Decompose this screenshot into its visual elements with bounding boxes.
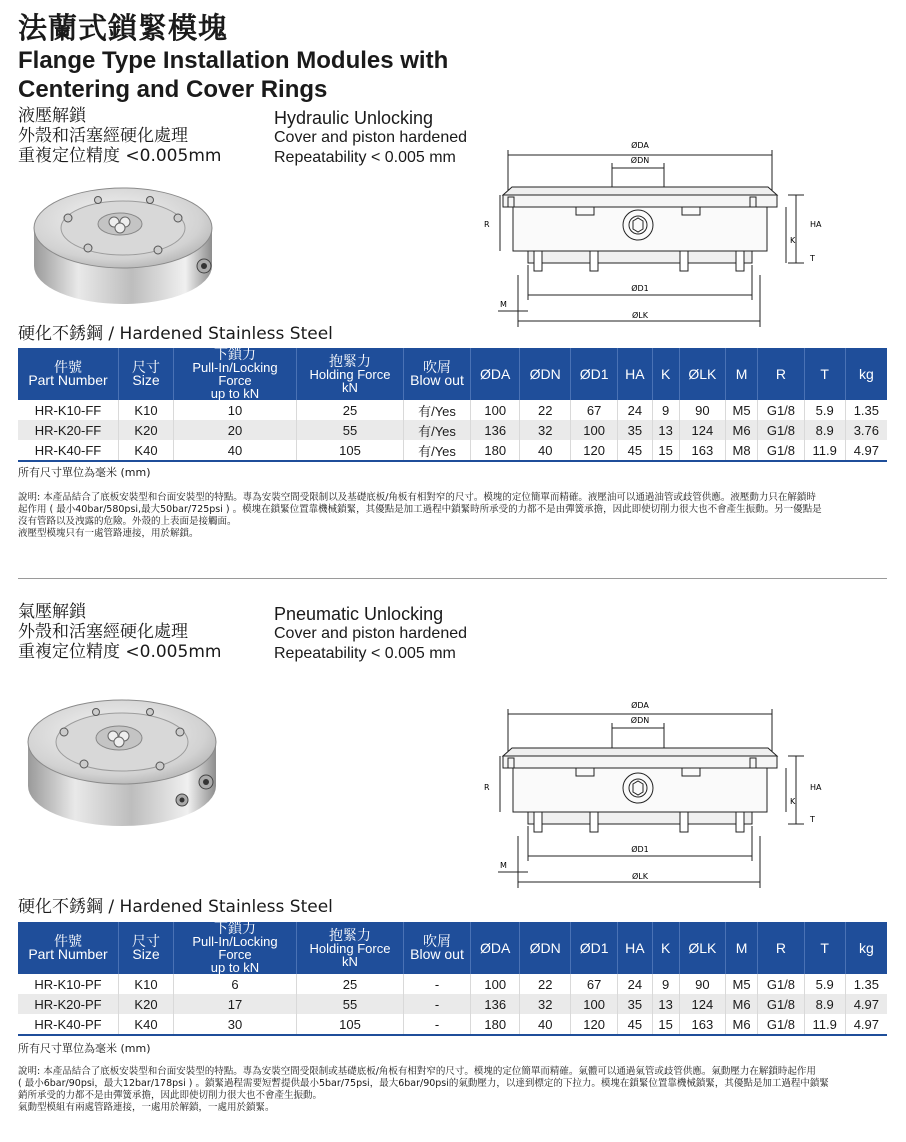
hydraulic-description: [18, 492, 888, 540]
table-cell: 35: [618, 994, 652, 1014]
table-cell: 55: [297, 994, 404, 1014]
table-cell: 10: [174, 400, 297, 420]
table-cell: 40: [520, 1014, 571, 1035]
pneumatic-line2-zh: 重複定位精度 <0.005mm: [18, 642, 222, 662]
table-cell: 15: [652, 440, 679, 461]
table-cell: 163: [679, 440, 725, 461]
pneumatic-intro-en: [274, 604, 467, 664]
drawing-label-m: M: [500, 300, 507, 309]
col-hold: 抱緊力 Holding Force kN: [297, 348, 404, 400]
table-row: [18, 420, 887, 440]
table-cell: 11.9: [804, 440, 845, 461]
col-pull: 下鎖力 Pull-In/Locking Force up to kN: [174, 922, 297, 974]
pneumatic-technical-drawing: [470, 702, 830, 902]
drawing2-label-m: M: [500, 861, 507, 870]
table-cell: M5: [725, 974, 757, 994]
table-cell: 9: [652, 974, 679, 994]
table-cell: 6: [174, 974, 297, 994]
pneumatic-spec-table: [18, 922, 887, 1036]
pneumatic-line1-en: Cover and piston hardened: [274, 625, 468, 642]
hydraulic-material: 硬化不銹鋼 / Hardened Stainless Steel: [18, 324, 333, 344]
drawing2-label-da: ØDA: [631, 702, 649, 710]
table-cell: 180: [471, 440, 520, 461]
table-row: [18, 1014, 887, 1035]
table-cell: 24: [618, 400, 652, 420]
table-cell: HR-K20-FF: [18, 420, 119, 440]
table-cell: 1.35: [853, 976, 880, 992]
table-cell: 1.35: [853, 402, 880, 418]
hydraulic-desc-line4: 液壓型模塊只有一處管路連接，用於解鎖。: [18, 528, 199, 539]
table-cell: -: [404, 974, 471, 994]
table-cell: HR-K40-PF: [18, 1014, 119, 1035]
table-cell: 100: [471, 974, 520, 994]
table-cell: 32: [520, 994, 571, 1014]
table-cell: 67: [571, 974, 618, 994]
table-cell: K40: [119, 1014, 174, 1035]
table-cell: 8.9: [804, 420, 845, 440]
table-cell: M6: [725, 420, 757, 440]
table-row: [18, 400, 887, 420]
title-en-line1: Flange Type Installation Modules with: [18, 47, 449, 74]
drawing2-label-d1: ØD1: [631, 845, 649, 854]
table-cell: 11.9: [804, 1014, 845, 1035]
page-title-zh: 法蘭式鎖緊模塊: [18, 11, 229, 45]
table-cell: 180: [471, 1014, 520, 1035]
table-cell: 9: [652, 400, 679, 420]
col-blow: 吹屑 Blow out: [404, 348, 471, 400]
pneumatic-table-body: [18, 974, 887, 1035]
col-m: M: [725, 348, 757, 400]
hydraulic-desc-line1: 說明: 本產品結合了底板安裝型和台面安裝型的特點。專為安裝空間受限制以及基礎底板/角板有相對窄的尺寸。模塊的定位簡單而精確。液壓油可以通過油管或歧管供應。液壓動力只在解鎖時: [18, 492, 816, 503]
table-cell: HR-K20-PF: [18, 994, 119, 1014]
pneumatic-material: 硬化不銹鋼 / Hardened Stainless Steel: [18, 897, 333, 917]
table-cell: 90: [679, 400, 725, 420]
table-cell: 100: [571, 994, 618, 1014]
drawing2-label-lk: ØLK: [632, 872, 648, 881]
table-cell: 55: [297, 420, 404, 440]
table-cell: -: [404, 1014, 471, 1035]
hydraulic-intro-zh: [18, 106, 221, 166]
pneumatic-intro-zh: [18, 602, 221, 662]
table-cell: 90: [679, 974, 725, 994]
col-size: 尺寸 Size: [119, 922, 174, 974]
drawing2-label-k: K: [790, 797, 796, 806]
drawing-label-dn: ØDN: [630, 156, 650, 165]
table-cell: 40: [520, 440, 571, 461]
table-cell: 30: [174, 1014, 297, 1035]
col-da: ØDA: [471, 348, 520, 400]
table-cell: 163: [679, 1014, 725, 1035]
table-cell: 25: [297, 974, 404, 994]
table-cell: K20: [119, 420, 174, 440]
table-cell: HR-K40-FF: [18, 440, 119, 461]
table-cell: 124: [679, 994, 725, 1014]
drawing-label-da: ØDA: [631, 141, 649, 150]
table-cell: HR-K10-PF: [18, 974, 119, 994]
table-cell: 有/Yes: [404, 400, 471, 420]
table-cell: 17: [174, 994, 297, 1014]
table-row: [18, 440, 887, 461]
section-divider: [18, 578, 887, 579]
table-cell: 67: [571, 400, 618, 420]
pneumatic-desc-line3: 銷所承受的力都不是由彈簧承擔，因此即使切削力很大也不會產生振動。: [18, 1090, 323, 1101]
table-cell: 13: [652, 994, 679, 1014]
col-t: T: [804, 922, 845, 974]
col-lk: ØLK: [679, 922, 725, 974]
drawing2-label-r: R: [484, 783, 490, 792]
table-cell: 24: [618, 974, 652, 994]
hydraulic-title-zh: 液壓解鎖: [18, 106, 86, 126]
drawing2-label-dn: ØDN: [630, 716, 650, 725]
col-r: R: [758, 922, 804, 974]
col-hold: 抱緊力 Holding Force kN: [297, 922, 404, 974]
table-cell: 120: [571, 440, 618, 461]
table-cell: M6: [725, 1014, 757, 1035]
pneumatic-description: [18, 1066, 888, 1114]
drawing-label-ha: HA: [810, 220, 822, 229]
table-row: [18, 994, 887, 1014]
table-cell: HR-K10-FF: [18, 400, 119, 420]
col-da: ØDA: [471, 922, 520, 974]
pneumatic-desc-line4: 氣動型模組有兩處管路連接，一處用於解鎖，一處用於鎖緊。: [18, 1102, 275, 1113]
table-cell: 100: [471, 400, 520, 420]
table-cell: G1/8: [758, 1014, 804, 1035]
hydraulic-line1-en: Cover and piston hardened: [274, 129, 468, 146]
table-cell: 25: [297, 400, 404, 420]
hydraulic-desc-line3: 沒有管路以及洩露的危險。外殼的上表面是接觸面。: [18, 516, 237, 527]
col-pull: 下鎖力 Pull-In/Locking Force up to kN: [174, 348, 297, 400]
table-cell: 5.9: [804, 974, 845, 994]
hydraulic-unit-note: 所有尺寸單位為毫米 (mm): [18, 466, 151, 479]
table-cell: 124: [679, 420, 725, 440]
hydraulic-line1-zh: 外殼和活塞經硬化處理: [18, 126, 188, 146]
table-cell: 120: [571, 1014, 618, 1035]
table-cell: M6: [725, 994, 757, 1014]
table-cell: G1/8: [758, 974, 804, 994]
table-cell: 40: [174, 440, 297, 461]
table-cell: 有/Yes: [404, 420, 471, 440]
table-cell: 22: [520, 400, 571, 420]
col-kg: kg: [845, 922, 887, 974]
table-cell: 4.97: [845, 994, 887, 1014]
drawing-label-t: T: [810, 254, 815, 263]
col-r: R: [758, 348, 804, 400]
col-ha: HA: [618, 348, 652, 400]
pneumatic-title-en: Pneumatic Unlocking: [274, 604, 444, 624]
table-cell: K10: [119, 974, 174, 994]
table-cell: M8: [725, 440, 757, 461]
col-m: M: [725, 922, 757, 974]
table-cell: 4.97: [845, 440, 887, 461]
table-cell: 15: [652, 1014, 679, 1035]
pneumatic-module-photo: [22, 690, 222, 830]
col-k: K: [652, 922, 679, 974]
pneumatic-desc-line2: ( 最小6bar/90psi，最大12bar/178psi ) 。鎖緊過程需要短暫提供最小5bar/75psi，最大6bar/90psi的氣動壓力，以達到標定的下拉力。模塊在鎖緊位置靠機械鎖緊，其優點是加工過程中鎖緊: [18, 1078, 829, 1089]
table-cell: 22: [520, 974, 571, 994]
table-cell: 有/Yes: [404, 440, 471, 461]
col-size: 尺寸 Size: [119, 348, 174, 400]
table-cell: K40: [119, 440, 174, 461]
table-cell: G1/8: [758, 400, 804, 420]
drawing-label-lk: ØLK: [632, 311, 648, 320]
table-cell: -: [404, 994, 471, 1014]
table-row: [18, 974, 887, 994]
col-k: K: [652, 348, 679, 400]
table-cell: 3.76: [845, 420, 887, 440]
col-blow: 吹屑 Blow out: [404, 922, 471, 974]
table-cell: G1/8: [758, 440, 804, 461]
table-cell: 136: [471, 420, 520, 440]
page-title-en: [18, 46, 518, 104]
pneumatic-desc-line1: 說明: 本產品結合了底板安裝型和台面安裝型的特點。專為安裝空間受限制或基礎底板/角板有相對窄的尺寸。模塊的定位簡單而精確。氣體可以通過氣管或歧管供應。氣動壓力在解鎖時起作用: [18, 1066, 816, 1077]
pneumatic-title-zh: 氣壓解鎖: [18, 602, 86, 622]
table-cell: G1/8: [758, 420, 804, 440]
pneumatic-unit-note: 所有尺寸單位為毫米 (mm): [18, 1042, 151, 1055]
col-kg: kg: [845, 348, 887, 400]
col-lk: ØLK: [679, 348, 725, 400]
title-en-line2: Centering and Cover Rings: [18, 76, 328, 103]
col-part: 件號 Part Number: [18, 348, 119, 400]
table-cell: 136: [471, 994, 520, 1014]
table-header-row: [18, 922, 887, 974]
drawing2-label-t: T: [810, 815, 815, 824]
col-dn: ØDN: [520, 922, 571, 974]
hydraulic-table-body: [18, 400, 887, 461]
hydraulic-spec-table: [18, 348, 887, 462]
pneumatic-line2-en: Repeatability < 0.005 mm: [274, 645, 456, 662]
hydraulic-module-photo: [28, 178, 218, 310]
hydraulic-title-en: Hydraulic Unlocking: [274, 108, 434, 128]
table-cell: 45: [618, 440, 652, 461]
pneumatic-line1-zh: 外殼和活塞經硬化處理: [18, 622, 188, 642]
table-cell: M5: [725, 400, 757, 420]
table-cell: 5.9: [804, 400, 845, 420]
hydraulic-line2-zh: 重複定位精度 <0.005mm: [18, 146, 222, 166]
table-cell: 100: [571, 420, 618, 440]
hydraulic-technical-drawing: [470, 135, 830, 335]
drawing2-label-ha: HA: [810, 783, 822, 792]
col-part: 件號 Part Number: [18, 922, 119, 974]
table-cell: 13: [652, 420, 679, 440]
drawing-label-r: R: [484, 220, 490, 229]
table-cell: 4.97: [845, 1014, 887, 1035]
table-cell: 8.9: [804, 994, 845, 1014]
col-ha: HA: [618, 922, 652, 974]
drawing-label-d1: ØD1: [631, 284, 649, 293]
col-d1: ØD1: [571, 348, 618, 400]
hydraulic-intro-en: [274, 108, 467, 168]
table-cell: K20: [119, 994, 174, 1014]
table-cell: 105: [297, 1014, 404, 1035]
hydraulic-desc-line2: 起作用 ( 最小40bar/580psi,最大50bar/725psi ) 。模塊在鎖緊位置靠機械鎖緊，其優點是加工過程中鎖緊時所承受的力都不是由彈簧承擔，因此即使切削力很大也不會產生振動。另一優點是: [18, 504, 822, 515]
col-t: T: [804, 348, 845, 400]
col-d1: ØD1: [571, 922, 618, 974]
table-cell: 105: [297, 440, 404, 461]
col-dn: ØDN: [520, 348, 571, 400]
table-cell: G1/8: [758, 994, 804, 1014]
table-cell: 20: [174, 420, 297, 440]
table-cell: 45: [618, 1014, 652, 1035]
hydraulic-line2-en: Repeatability < 0.005 mm: [274, 149, 456, 166]
table-cell: 35: [618, 420, 652, 440]
table-cell: K10: [119, 400, 174, 420]
table-header-row: [18, 348, 887, 400]
drawing-label-k: K: [790, 236, 796, 245]
table-cell: 32: [520, 420, 571, 440]
